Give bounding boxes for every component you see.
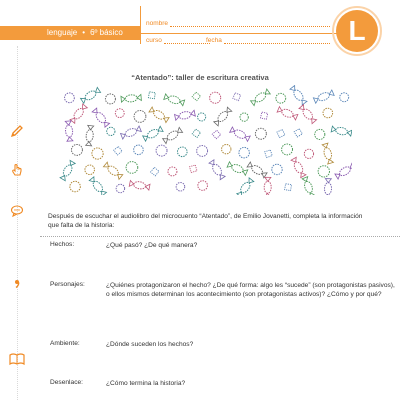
name-label: nombre	[146, 20, 169, 27]
candy-round	[323, 108, 333, 118]
candy-wrapped	[70, 104, 88, 124]
candy-round	[304, 149, 313, 158]
candy-square	[294, 129, 302, 137]
candy-square	[261, 112, 268, 119]
name-field[interactable]	[146, 20, 330, 27]
candy-round	[210, 92, 221, 103]
candy-wrapped	[290, 85, 308, 105]
candy-wrapped	[142, 126, 163, 142]
candy-round	[92, 148, 103, 159]
header-divider	[140, 6, 141, 44]
row-label-personajes: Personajes:	[50, 281, 85, 288]
candy-round	[177, 147, 187, 157]
candy-round	[168, 167, 177, 176]
candy-round	[272, 164, 282, 174]
candy-round	[198, 181, 208, 191]
book-icon	[8, 350, 26, 368]
candy-wrapped	[120, 126, 141, 140]
candy-wrapped	[103, 162, 123, 180]
candy-round	[282, 144, 293, 155]
row-label-ambiente: Ambiente:	[50, 340, 80, 347]
candy-wrapped	[89, 177, 107, 195]
instructions-text: Después de escuchar el audiolibro del microcuento “Atentado”, de Emilio Jovanetti, completa la información que falta de la historia:	[48, 213, 363, 229]
candy-square	[265, 150, 273, 158]
candy-wrapped	[331, 126, 352, 137]
candy-wrapped	[85, 125, 94, 146]
date-line[interactable]	[224, 38, 330, 44]
candy-round	[107, 127, 115, 135]
date-field[interactable]	[206, 37, 330, 44]
candy-wrapped	[92, 108, 110, 128]
candy-wrapped	[60, 160, 76, 181]
candy-wrapped	[149, 107, 170, 124]
header-subject	[47, 27, 123, 39]
candy-round	[239, 147, 250, 158]
candy-wrapped	[213, 107, 232, 126]
pencil-icon	[8, 122, 26, 140]
row-prompt-desenlace: ¿Cómo termina la historia?	[106, 380, 186, 387]
candy-round	[197, 145, 208, 156]
candy-wrapped	[162, 127, 182, 144]
candy-round	[315, 129, 325, 139]
candy-round	[176, 182, 185, 191]
candy-wrapped	[164, 93, 185, 106]
candy-square	[212, 130, 220, 138]
candy-square	[192, 129, 200, 137]
candy-round	[71, 144, 82, 155]
candy-round	[134, 111, 146, 123]
candy-wrapped	[247, 162, 268, 179]
course-field[interactable]	[146, 37, 210, 44]
candy-round	[276, 93, 286, 103]
comma-icon	[8, 274, 26, 292]
row-prompt-hechos: ¿Qué pasó? ¿De qué manera?	[106, 242, 198, 249]
candy-round	[105, 94, 115, 104]
grade-label: 6º básico	[90, 28, 123, 37]
candy-wrapped	[174, 110, 195, 121]
candy-round	[126, 162, 138, 174]
row-divider	[40, 236, 400, 237]
candy-square	[285, 184, 292, 191]
row-label-hechos: Hechos:	[50, 241, 75, 248]
candy-round	[115, 109, 124, 118]
course-label: curso	[146, 37, 162, 44]
candy-round	[222, 144, 231, 153]
hand-pointer-icon	[8, 161, 26, 179]
candy-round	[255, 128, 266, 139]
row-prompt-ambiente: ¿Dónde suceden los hechos?	[106, 341, 194, 348]
candy-square	[190, 165, 197, 172]
candy-square	[148, 92, 155, 99]
candy-round	[65, 93, 75, 103]
candy-round	[240, 113, 248, 121]
candy-wrapped	[236, 178, 254, 195]
candy-square	[192, 92, 200, 100]
candy-wrapped	[322, 143, 334, 164]
candy-square	[233, 93, 241, 101]
speech-bubble-icon	[8, 202, 26, 220]
candy-wrapped	[277, 106, 298, 120]
row-prompt-personajes: ¿Quiénes protagonizaron el hecho? ¿De qué forma: algo les “sucede” (son protagonistas pasivos), o ellos mismos determinan los acontecimiento (son protagonistas activos)? ¿Cómo y por qué?	[106, 282, 395, 298]
candy-wrapped	[80, 87, 101, 104]
candy-round	[198, 113, 206, 121]
subject-label: lenguaje	[47, 28, 78, 37]
candy-round	[340, 93, 349, 102]
candy-wrapped	[324, 179, 332, 195]
candy-wrapped	[209, 159, 226, 179]
candy-round	[318, 166, 329, 177]
candy-square	[151, 167, 159, 175]
candy-wrapped	[227, 161, 248, 176]
candy-round	[134, 145, 144, 155]
candy-round	[70, 181, 81, 192]
row-label-desenlace: Desenlace:	[50, 379, 83, 386]
worksheet-title: “Atentado”: taller de escritura creativa	[131, 73, 269, 82]
candy-wrapped	[129, 180, 150, 191]
name-line[interactable]	[170, 21, 330, 27]
header-rule	[140, 33, 338, 34]
candy-wrapped	[302, 177, 316, 195]
side-dotted-line	[17, 46, 18, 400]
candy-wrapped	[250, 89, 270, 106]
date-label: fecha	[206, 37, 222, 44]
candy-round	[116, 184, 124, 192]
candy-wrapped	[335, 163, 352, 180]
candy-wrapped	[299, 104, 317, 124]
candy-wrapped	[121, 94, 142, 103]
candy-round	[85, 165, 95, 175]
side-margin	[0, 46, 32, 400]
candy-wrapped	[291, 157, 307, 178]
candy-round	[156, 145, 167, 156]
candy-wrapped	[229, 127, 250, 142]
course-line[interactable]	[164, 38, 210, 44]
subject-badge: L	[336, 10, 378, 52]
candy-pattern-illustration	[57, 85, 352, 195]
candy-wrapped	[264, 177, 271, 195]
candy-square	[277, 129, 285, 137]
bullet-separator: •	[82, 28, 86, 37]
candy-square	[114, 147, 122, 155]
candy-wrapped	[313, 89, 334, 103]
candy-wrapped	[65, 121, 74, 142]
